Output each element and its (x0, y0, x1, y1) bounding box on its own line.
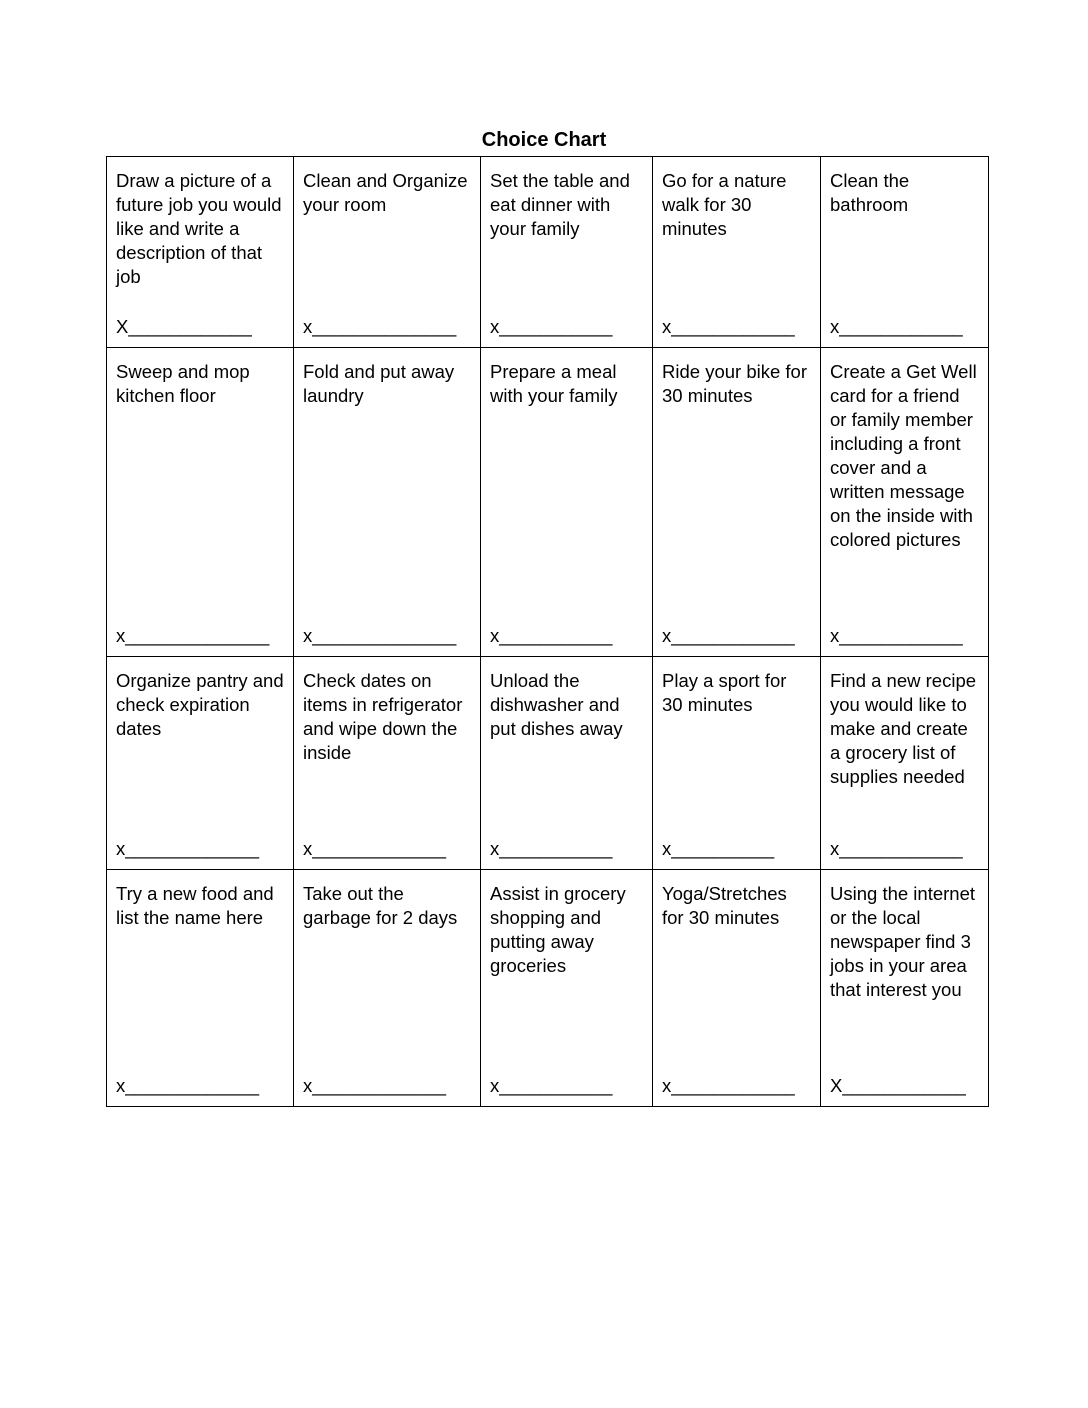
completion-blank: x______________ (116, 625, 270, 646)
task-text: Try a new food and list the name here (116, 883, 274, 928)
completion-blank: x___________ (490, 1075, 613, 1096)
choice-cell (107, 157, 294, 348)
task-text: Check dates on items in refrigerator and wipe down the inside (303, 670, 463, 763)
task-text: Play a sport for 30 minutes (662, 670, 787, 715)
table-row (107, 870, 989, 1107)
task-text: Create a Get Well card for a friend or family member including a front cover and a written message on the inside with colored pictures (830, 361, 977, 550)
choice-cell (653, 657, 821, 870)
completion-blank: x______________ (303, 625, 457, 646)
task-text: Sweep and mop kitchen floor (116, 361, 250, 406)
task-text: Using the internet or the local newspaper find 3 jobs in your area that interest you (830, 883, 976, 1000)
task-text: Go for a nature walk for 30 minutes (662, 170, 787, 239)
completion-blank: x___________ (490, 838, 613, 859)
task-text: Draw a picture of a future job you would like and write a description of that job (116, 170, 282, 287)
completion-blank: x_____________ (303, 838, 447, 859)
choice-cell (481, 348, 653, 657)
choice-cell (294, 657, 481, 870)
task-text: Prepare a meal with your family (490, 361, 618, 406)
completion-blank: x____________ (830, 625, 963, 646)
task-text: Unload the dishwasher and put dishes away (490, 670, 623, 739)
completion-blank: x_____________ (116, 1075, 260, 1096)
task-text: Assist in grocery shopping and putting away groceries (490, 883, 626, 976)
choice-cell (107, 870, 294, 1107)
table-row (107, 348, 989, 657)
choice-cell (481, 157, 653, 348)
task-text: Organize pantry and check expiration dates (116, 670, 284, 739)
table-row (107, 157, 989, 348)
completion-blank: x____________ (662, 625, 795, 646)
table-row (107, 657, 989, 870)
task-text: Set the table and eat dinner with your family (490, 170, 630, 239)
choice-cell (107, 657, 294, 870)
choice-cell (481, 657, 653, 870)
page-title: Choice Chart (481, 129, 607, 151)
choice-cell (107, 348, 294, 657)
completion-blank: x____________ (662, 1075, 795, 1096)
choice-cell (294, 348, 481, 657)
completion-blank: x____________ (830, 838, 963, 859)
task-text: Fold and put away laundry (303, 361, 455, 406)
completion-blank: x_____________ (116, 838, 260, 859)
completion-blank: x___________ (490, 625, 613, 646)
choice-cell (821, 657, 989, 870)
choice-cell (653, 157, 821, 348)
task-text: Ride your bike for 30 minutes (662, 361, 807, 406)
task-text: Find a new recipe you would like to make and create a grocery list of supplies needed (830, 670, 977, 787)
task-text: Take out the garbage for 2 days (303, 883, 458, 928)
completion-blank: x______________ (303, 316, 457, 337)
completion-blank: x____________ (662, 316, 795, 337)
completion-blank: x__________ (662, 838, 775, 859)
choice-cell (821, 870, 989, 1107)
task-text: Clean and Organize your room (303, 170, 468, 215)
choice-cell (294, 157, 481, 348)
completion-blank: X____________ (830, 1075, 966, 1096)
completion-blank: x___________ (490, 316, 613, 337)
choice-cell (653, 870, 821, 1107)
task-text: Clean the bathroom (830, 170, 910, 215)
choice-cell (653, 348, 821, 657)
choice-cell (821, 348, 989, 657)
choice-chart-table (106, 156, 989, 1107)
completion-blank: X____________ (116, 316, 252, 337)
completion-blank: x____________ (830, 316, 963, 337)
choice-cell (294, 870, 481, 1107)
choice-cell (821, 157, 989, 348)
completion-blank: x_____________ (303, 1075, 447, 1096)
task-text: Yoga/Stretches for 30 minutes (662, 883, 787, 928)
choice-cell (481, 870, 653, 1107)
